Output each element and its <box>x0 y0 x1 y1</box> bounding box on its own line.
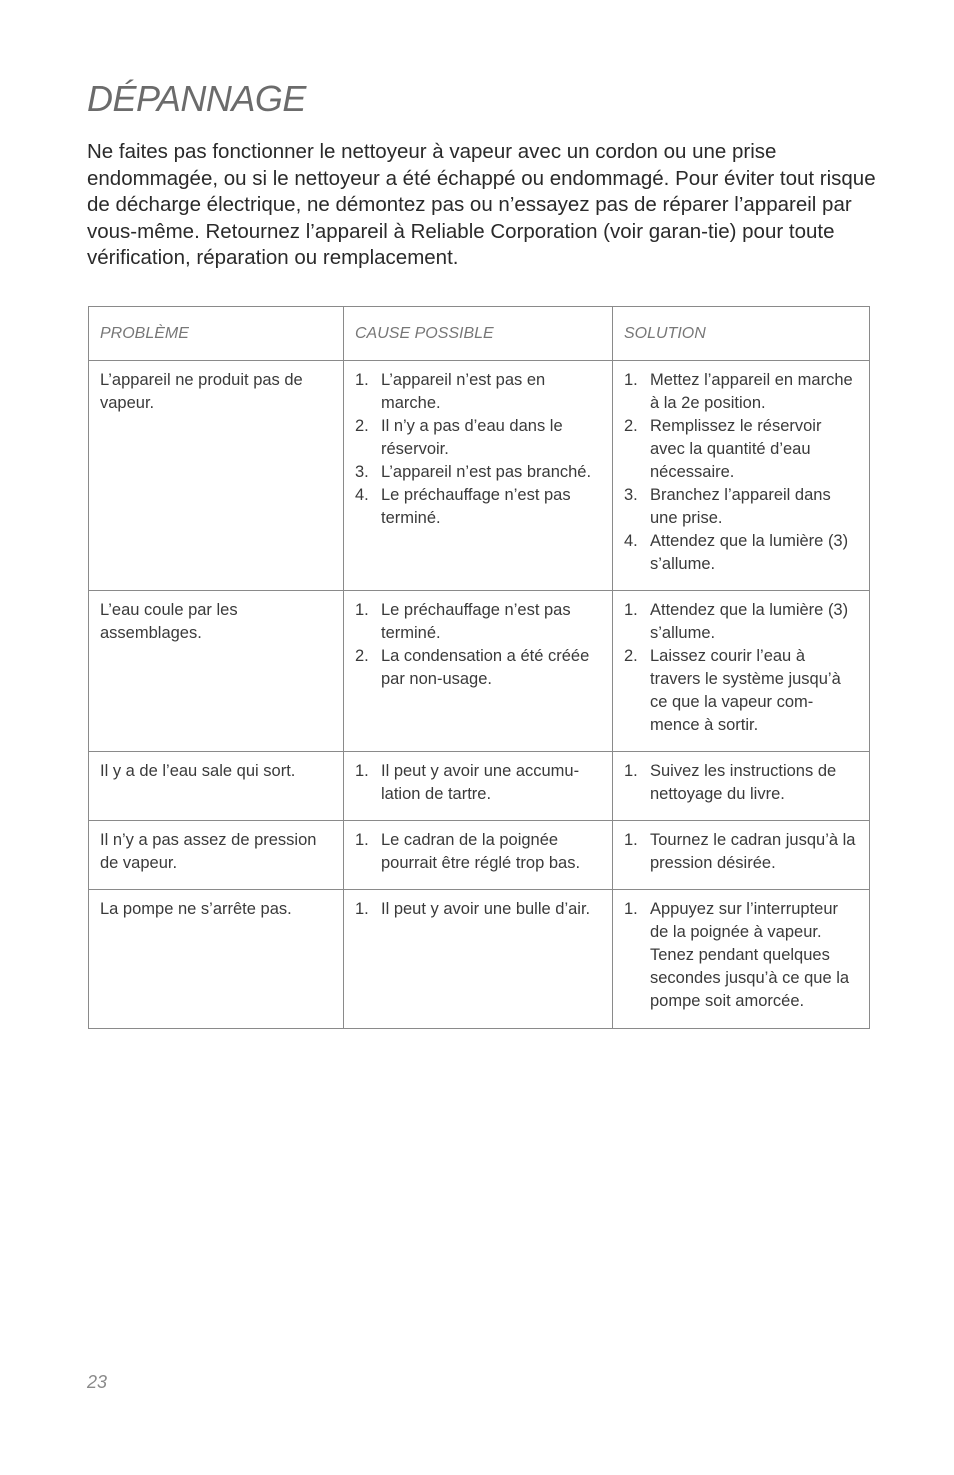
solution-list-item <box>624 599 858 645</box>
solution-text: Attendez que la lumière (3) s’allume. <box>650 532 849 573</box>
problem-cell: L’appareil ne produit pas de vapeur. <box>89 361 344 591</box>
header-cause: CAUSE POSSIBLE <box>344 307 613 361</box>
solution-list <box>624 599 858 737</box>
table-header-row <box>89 307 870 361</box>
list-number: 1. <box>624 900 638 918</box>
troubleshooting-table <box>88 306 870 1029</box>
solution-cell <box>613 821 870 890</box>
cause-list-item <box>355 599 601 645</box>
solution-text: Remplissez le réservoir avec la quantité d’eau nécessaire. <box>650 417 822 481</box>
problem-cell: Il n’y a pas assez de pression de vapeur. <box>89 821 344 890</box>
solution-list <box>624 829 858 875</box>
list-number: 1. <box>355 762 369 780</box>
cause-list-item <box>355 369 601 415</box>
cause-text: Il n’y a pas d’eau dans le réservoir. <box>381 417 563 458</box>
cause-cell <box>344 890 613 1029</box>
cause-list-item <box>355 461 601 484</box>
list-number: 2. <box>624 647 638 665</box>
cause-list-item <box>355 415 601 461</box>
list-number: 1. <box>355 900 369 918</box>
solution-list-item <box>624 415 858 484</box>
solution-text: Laissez courir l’eau à travers le système jusqu’à ce que la vapeur com-mence à sortir. <box>650 647 841 734</box>
list-number: 1. <box>624 831 638 849</box>
cause-list <box>355 898 601 921</box>
cause-text: Le préchauffage n’est pas terminé. <box>381 486 571 527</box>
list-number: 3. <box>624 486 638 504</box>
cause-text: Il peut y avoir une accumu-lation de tartre. <box>381 762 580 803</box>
table-row <box>89 752 870 821</box>
solution-list-item <box>624 829 858 875</box>
cause-list <box>355 599 601 691</box>
cause-list <box>355 829 601 875</box>
cause-list <box>355 369 601 530</box>
solution-text: Branchez l’appareil dans une prise. <box>650 486 831 527</box>
cause-text: Le cadran de la poignée pourrait être réglé trop bas. <box>381 831 581 872</box>
solution-text: Mettez l’appareil en marche à la 2e position. <box>650 371 853 412</box>
cause-list-item <box>355 898 601 921</box>
solution-list <box>624 898 858 1013</box>
list-number: 2. <box>355 417 369 435</box>
solution-cell <box>613 890 870 1029</box>
list-number: 4. <box>355 486 369 504</box>
cause-text: Le préchauffage n’est pas terminé. <box>381 601 571 642</box>
cause-list-item <box>355 760 601 806</box>
list-number: 4. <box>624 532 638 550</box>
table-row <box>89 890 870 1029</box>
cause-list-item <box>355 645 601 691</box>
problem-cell: Il y a de l’eau sale qui sort. <box>89 752 344 821</box>
cause-text: L’appareil n’est pas branché. <box>381 463 592 481</box>
solution-cell <box>613 591 870 752</box>
table-row <box>89 591 870 752</box>
solution-text: Suivez les instructions de nettoyage du livre. <box>650 762 837 803</box>
solution-list <box>624 369 858 576</box>
cause-list-item <box>355 829 601 875</box>
solution-list-item <box>624 369 858 415</box>
cause-text: Il peut y avoir une bulle d’air. <box>381 900 591 918</box>
cause-text: La condensation a été créée par non-usage. <box>381 647 590 688</box>
solution-list-item <box>624 760 858 806</box>
list-number: 1. <box>355 601 369 619</box>
cause-cell <box>344 821 613 890</box>
cause-cell <box>344 361 613 591</box>
solution-list <box>624 760 858 806</box>
page-title: DÉPANNAGE <box>87 78 306 119</box>
list-number: 1. <box>355 371 369 389</box>
solution-text: Tournez le cadran jusqu’à la pression désirée. <box>650 831 856 872</box>
table-row <box>89 361 870 591</box>
list-number: 1. <box>624 762 638 780</box>
list-number: 2. <box>355 647 369 665</box>
solution-text: Appuyez sur l’interrupteur de la poignée à vapeur. Tenez pendant quelques secondes jusqu’à ce que la pompe soit amorcée. <box>650 900 850 1010</box>
list-number: 1. <box>355 831 369 849</box>
solution-text: Attendez que la lumière (3) s’allume. <box>650 601 849 642</box>
cause-text: L’appareil n’est pas en marche. <box>381 371 546 412</box>
solution-list-item <box>624 898 858 1013</box>
solution-list-item <box>624 530 858 576</box>
page-number: 23 <box>87 1372 108 1392</box>
solution-list-item <box>624 645 858 737</box>
list-number: 3. <box>355 463 369 481</box>
solution-cell <box>613 752 870 821</box>
cause-list-item <box>355 484 601 530</box>
cause-cell <box>344 752 613 821</box>
header-solution: SOLUTION <box>613 307 870 361</box>
problem-cell: La pompe ne s’arrête pas. <box>89 890 344 1029</box>
solution-list-item <box>624 484 858 530</box>
problem-cell: L’eau coule par les assemblages. <box>89 591 344 752</box>
header-problem: PROBLÈME <box>89 307 344 361</box>
list-number: 2. <box>624 417 638 435</box>
table-row <box>89 821 870 890</box>
solution-cell <box>613 361 870 591</box>
list-number: 1. <box>624 371 638 389</box>
cause-cell <box>344 591 613 752</box>
list-number: 1. <box>624 601 638 619</box>
intro-paragraph: Ne faites pas fonctionner le nettoyeur à vapeur avec un cordon ou une prise endommagée, ou si le nettoyeur a été échappé ou endommagé. Pour éviter tout risque de décharge électrique, ne démontez pas ou n’essayez pas de réparer l’appareil par vous-même. Retournez l’appareil à Reliable Corporation (voir garan-tie) pour toute vérification, réparation ou remplacement. <box>87 140 876 269</box>
cause-list <box>355 760 601 806</box>
